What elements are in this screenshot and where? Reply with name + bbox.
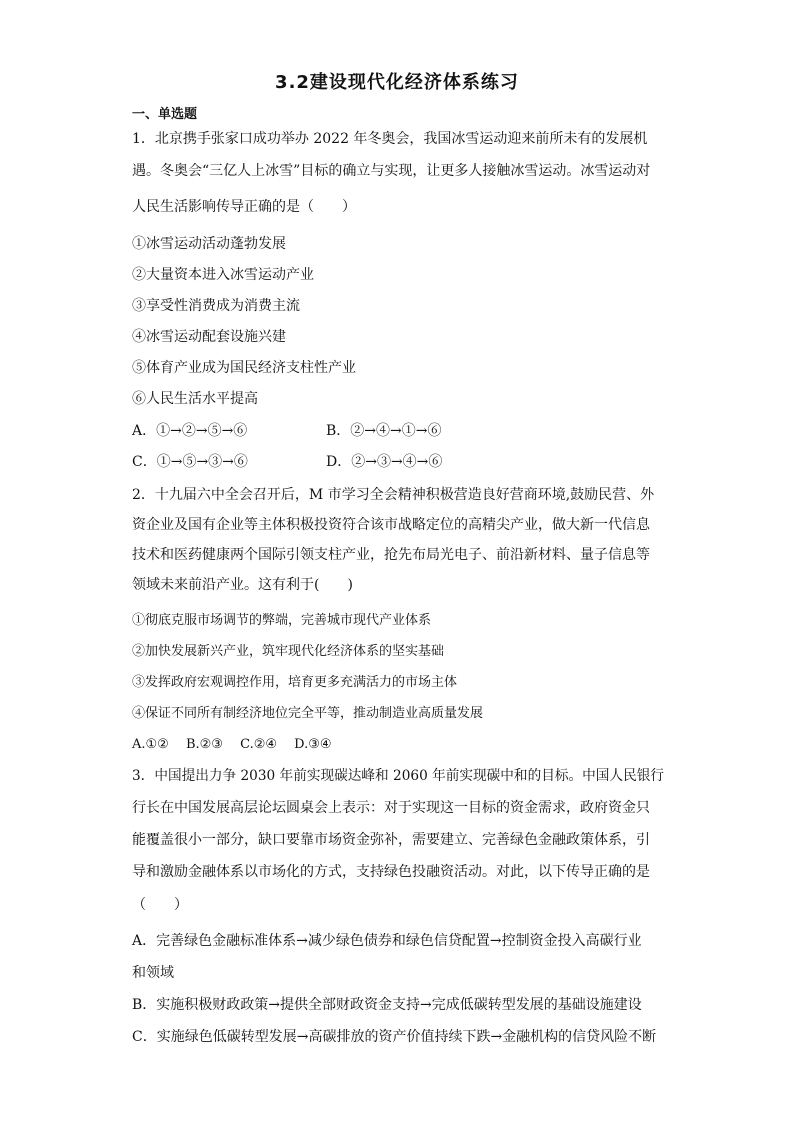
q3-option-b: B．实施积极财政政策→提供全部财政资金支持→完成低碳转型发展的基础设施建设 (132, 997, 642, 1013)
q2-options: A.①② B.②③ C.②④ D.③④ (132, 737, 332, 752)
q3-stem-line-2: 行长在中国发展高层论坛圆桌会上表示：对于实现这一目标的资金需求，政府资金只 (132, 800, 650, 816)
q3-option-a-line-1: A．完善绿色金融标准体系→减少绿色债券和绿色信贷配置→控制资金投入高碳行业 (132, 933, 642, 949)
q2-stem-line-3: 技术和医药健康两个国际引领支柱产业，抢先布局光电子、前沿新材料、量子信息等 (132, 547, 650, 563)
q3-option-c: C．实施绿色低碳转型发展→高碳排放的资产价值持续下跌→金融机构的信贷风险不断 (132, 1029, 657, 1045)
q1-option-c: C．①→⑤→③→⑥ (132, 454, 248, 470)
q2-item-2: ②加快发展新兴产业，筑牢现代化经济体系的坚实基础 (132, 644, 445, 659)
q3-stem-line-5: （ ） (132, 897, 188, 913)
q1-stem-line-3: 人民生活影响传导正确的是（ ） (132, 199, 356, 215)
q2-stem-line-1: 2．十九届六中全会召开后，M 市学习全会精神积极营造良好营商环境,鼓励民营、外 (132, 487, 655, 503)
q1-item-5: ⑤体育产业成为国民经济支柱性产业 (132, 360, 356, 376)
q3-stem-line-4: 导和激励金融体系以市场化的方式，支持绿色投融资活动。对此，以下传导正确的是 (132, 864, 650, 880)
q1-item-6: ⑥人民生活水平提高 (132, 391, 258, 407)
q3-option-a-line-2: 和领域 (132, 965, 174, 981)
q1-item-2: ②大量资本进入冰雪运动产业 (132, 267, 314, 283)
q1-item-3: ③享受性消费成为消费主流 (132, 298, 300, 314)
q3-stem-line-1: 3．中国提出力争 2030 年前实现碳达峰和 2060 年前实现碳中和的目标。中国人民银行 (132, 768, 664, 784)
q1-item-1: ①冰雪运动活动蓬勃发展 (132, 236, 286, 252)
q1-option-d: D．②→③→④→⑥ (326, 454, 443, 470)
q1-option-a: A．①→②→⑤→⑥ (132, 423, 248, 439)
q2-item-4: ④保证不同所有制经济地位完全平等，推动制造业高质量发展 (132, 706, 484, 721)
q1-option-b: B．②→④→①→⑥ (326, 423, 442, 439)
q2-stem-line-2: 资企业及国有企业等主体积极投资符合该市战略定位的高精尖产业，做大新一代信息 (132, 517, 650, 533)
q2-item-3: ③发挥政府宏观调控作用，培育更多充满活力的市场主体 (132, 675, 458, 690)
q3-stem-line-3: 能覆盖很小一部分，缺口要靠市场资金弥补，需要建立、完善绿色金融政策体系，引 (132, 832, 650, 848)
page-title: 3.2建设现代化经济体系练习 (275, 72, 519, 93)
q1-stem-line-1: 1．北京携手张家口成功举办 2022 年冬奥会，我国冰雪运动迎来前所未有的发展机 (132, 131, 648, 147)
q1-stem-line-2: 遇。冬奥会“三亿人上冰雪”目标的确立与实现，让更多人接触冰雪运动。冰雪运动对 (132, 163, 651, 179)
q1-item-4: ④冰雪运动配套设施兴建 (132, 329, 286, 345)
q2-item-1: ①彻底克服市场调节的弊端，完善城市现代产业体系 (132, 613, 432, 628)
q2-stem-line-4: 领域未来前沿产业。这有利于( ) (132, 577, 353, 593)
section-heading: 一、单选题 (132, 107, 198, 122)
